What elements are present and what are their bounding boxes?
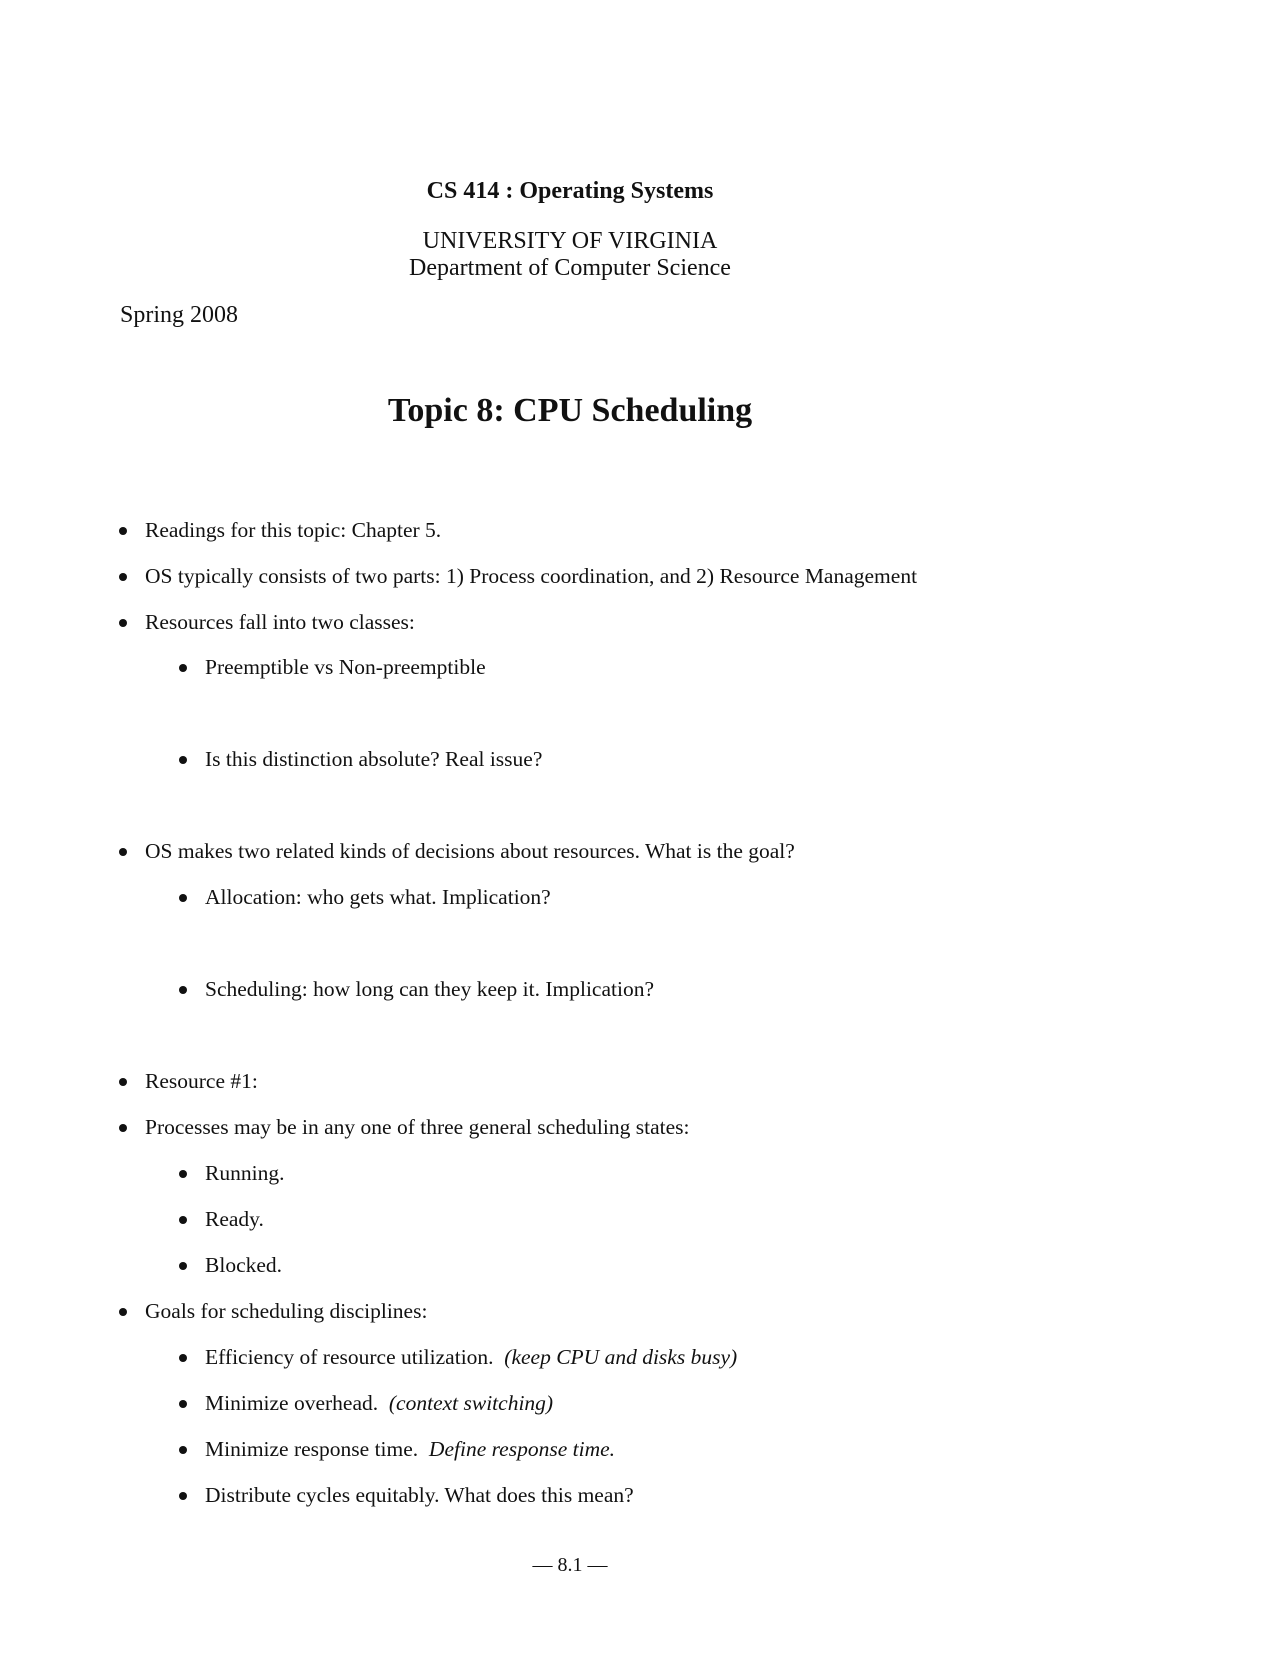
list-item-content — [205, 1391, 553, 1416]
list-item-note: (keep CPU and disks busy) — [504, 1345, 738, 1369]
university-heading — [0, 228, 1140, 282]
list-item-text: Resource #1: — [145, 1069, 258, 1093]
bullet-icon — [179, 1492, 187, 1500]
list-item-text: Is this distinction absolute? Real issue? — [205, 747, 543, 771]
list-item-text: Ready. — [205, 1207, 264, 1231]
list-item-text: Preemptible vs Non-preemptible — [205, 655, 486, 679]
department-name: Department of Computer Science — [409, 255, 731, 281]
bullet-icon — [119, 1078, 127, 1086]
list-item-text: Blocked. — [205, 1253, 283, 1277]
bullet-icon — [119, 848, 127, 856]
list-item-text: Running. — [205, 1161, 285, 1185]
list-item-text: Allocation: who gets what. Implication? — [205, 885, 551, 909]
bullet-icon — [179, 1354, 187, 1362]
bullet-icon — [119, 573, 127, 581]
bullet-icon — [179, 1400, 187, 1408]
bullet-icon — [179, 1216, 187, 1224]
bullet-icon — [179, 986, 187, 994]
bullet-icon — [119, 527, 127, 535]
list-item-text: Efficiency of resource utilization. — [205, 1345, 494, 1369]
list-item-content — [205, 1437, 615, 1462]
bullet-icon — [179, 1446, 187, 1454]
bullet-icon — [179, 664, 187, 672]
list-item-text: Minimize overhead. — [205, 1391, 379, 1415]
page-number: — 8.1 — — [532, 1554, 608, 1576]
list-item-text: Resources fall into two classes: — [145, 610, 415, 634]
list-item-text: Scheduling: how long can they keep it. Implication? — [205, 977, 655, 1001]
bullet-icon — [179, 894, 187, 902]
bullet-icon — [179, 756, 187, 764]
list-item-text: OS typically consists of two parts: 1) Process coordination, and 2) Resource Management — [145, 564, 918, 588]
bullet-icon — [179, 1262, 187, 1270]
list-item-text: Minimize response time. — [205, 1437, 419, 1461]
page-title: Topic 8: CPU Scheduling — [387, 392, 753, 429]
list-item-text: OS makes two related kinds of decisions about resources. What is the goal? — [145, 839, 795, 863]
list-item-text: Processes may be in any one of three general scheduling states: — [145, 1115, 690, 1139]
bullet-icon — [119, 1308, 127, 1316]
bullet-icon — [119, 1124, 127, 1132]
bullet-icon — [119, 619, 127, 627]
term-label: Spring 2008 — [120, 302, 239, 328]
list-item-note: Define response time. — [428, 1437, 616, 1461]
course-title: CS 414 : Operating Systems — [426, 178, 714, 204]
list-item-text: Readings for this topic: Chapter 5. — [145, 518, 442, 542]
university-name: UNIVERSITY OF VIRGINIA — [422, 228, 718, 254]
bullet-icon — [179, 1170, 187, 1178]
list-item-text: Distribute cycles equitably. What does this mean? — [205, 1483, 634, 1507]
list-item-content — [205, 1345, 737, 1370]
list-item-text: Goals for scheduling disciplines: — [145, 1299, 428, 1323]
list-item-note: (context switching) — [388, 1391, 554, 1415]
